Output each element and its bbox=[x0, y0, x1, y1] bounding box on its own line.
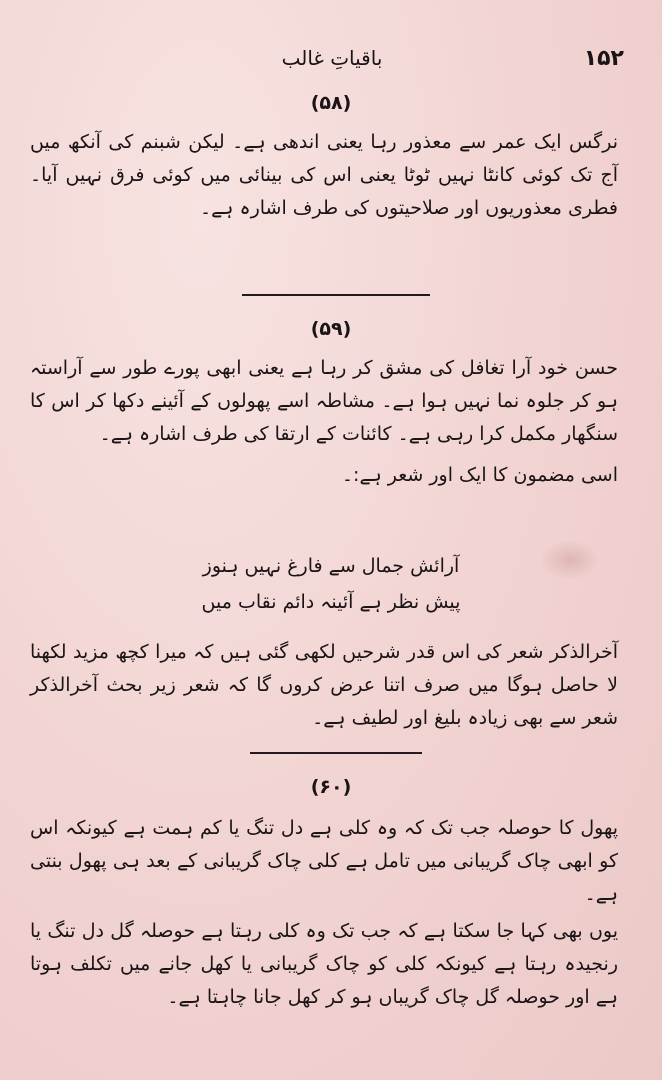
section-60-paragraph-1: پھول کا حوصلہ جب تک کہ وہ کلی ہے دل تنگ یا کم ہمت ہے کیونکہ اس کو ابھی چاک گریبانی میں تامل ہے کلی چاک گریبانی کے بعد ہی پھول بنتی ہے۔ bbox=[30, 817, 618, 905]
section-59-commentary bbox=[30, 636, 618, 735]
section-58-paragraph: نرگس ایک عمر سے معذور رہا یعنی اندھی ہے۔ لیکن شبنم کی آنکھ میں آج تک کوئی کانٹا نہیں ٹوٹا یعنی اس کی بینائی میں کوئی فرق نہیں آیا۔ فطری معذوریوں اور صلاحیتوں کی طرف اشارہ ہے۔ bbox=[30, 131, 618, 219]
section-59-after-verse: آخرالذکر شعر کی اس قدر شرحیں لکھی گئی ہیں کہ میرا کچھ مزید لکھنا لا حاصل ہوگا میں صرف اتنا عرض کروں گا کہ شعر زیر بحث آخرالذکر شعر سے بھی زیادہ بلیغ اور لطیف ہے۔ bbox=[30, 641, 618, 729]
verse-line-1: آرائش جمال سے فارغ نہیں ہنوز bbox=[202, 555, 460, 577]
section-60-text bbox=[30, 812, 618, 1014]
verse-line-2: پیش نظر ہے آئینہ دائم نقاب میں bbox=[201, 591, 461, 613]
verse-couplet bbox=[0, 548, 662, 620]
page-header bbox=[40, 38, 624, 78]
section-divider bbox=[242, 294, 430, 296]
section-59-intro: اسی مضمون کا ایک اور شعر ہے:۔ bbox=[341, 464, 618, 486]
section-divider bbox=[250, 752, 422, 754]
section-60-paragraph-2: یوں بھی کہا جا سکتا ہے کہ جب تک وہ کلی رہتا ہے حوصلہ گل دل تنگ یا رنجیدہ رہتا ہے کیونکہ کلی کو چاک گریبانی یا کھل جانے میں تکلف ہوتا ہے اور حوصلہ گل چاک گریباں ہو کر کھل جانا چاہتا ہے۔ bbox=[30, 920, 618, 1008]
section-number-59: (۵۹) bbox=[310, 318, 352, 340]
section-59-paragraph: حسن خود آرا تغافل کی مشق کر رہا ہے یعنی ابھی پورے طور سے آراستہ ہو کر جلوہ نما نہیں ہوا ہے۔ مشاطہ اسے پھولوں کے آئینے دکھا کر اس کا سنگھار مکمل کرا رہی ہے۔ کائنات کے ارتقا کی طرف اشارہ ہے۔ bbox=[30, 357, 618, 445]
section-58-text bbox=[30, 126, 618, 225]
page-number: ۱۵۲ bbox=[583, 45, 624, 71]
section-59-text bbox=[30, 352, 618, 492]
section-number-58: (۵۸) bbox=[310, 92, 352, 114]
running-title: باقیاتِ غالب bbox=[281, 46, 383, 70]
section-number-60: (۶۰) bbox=[310, 776, 352, 798]
